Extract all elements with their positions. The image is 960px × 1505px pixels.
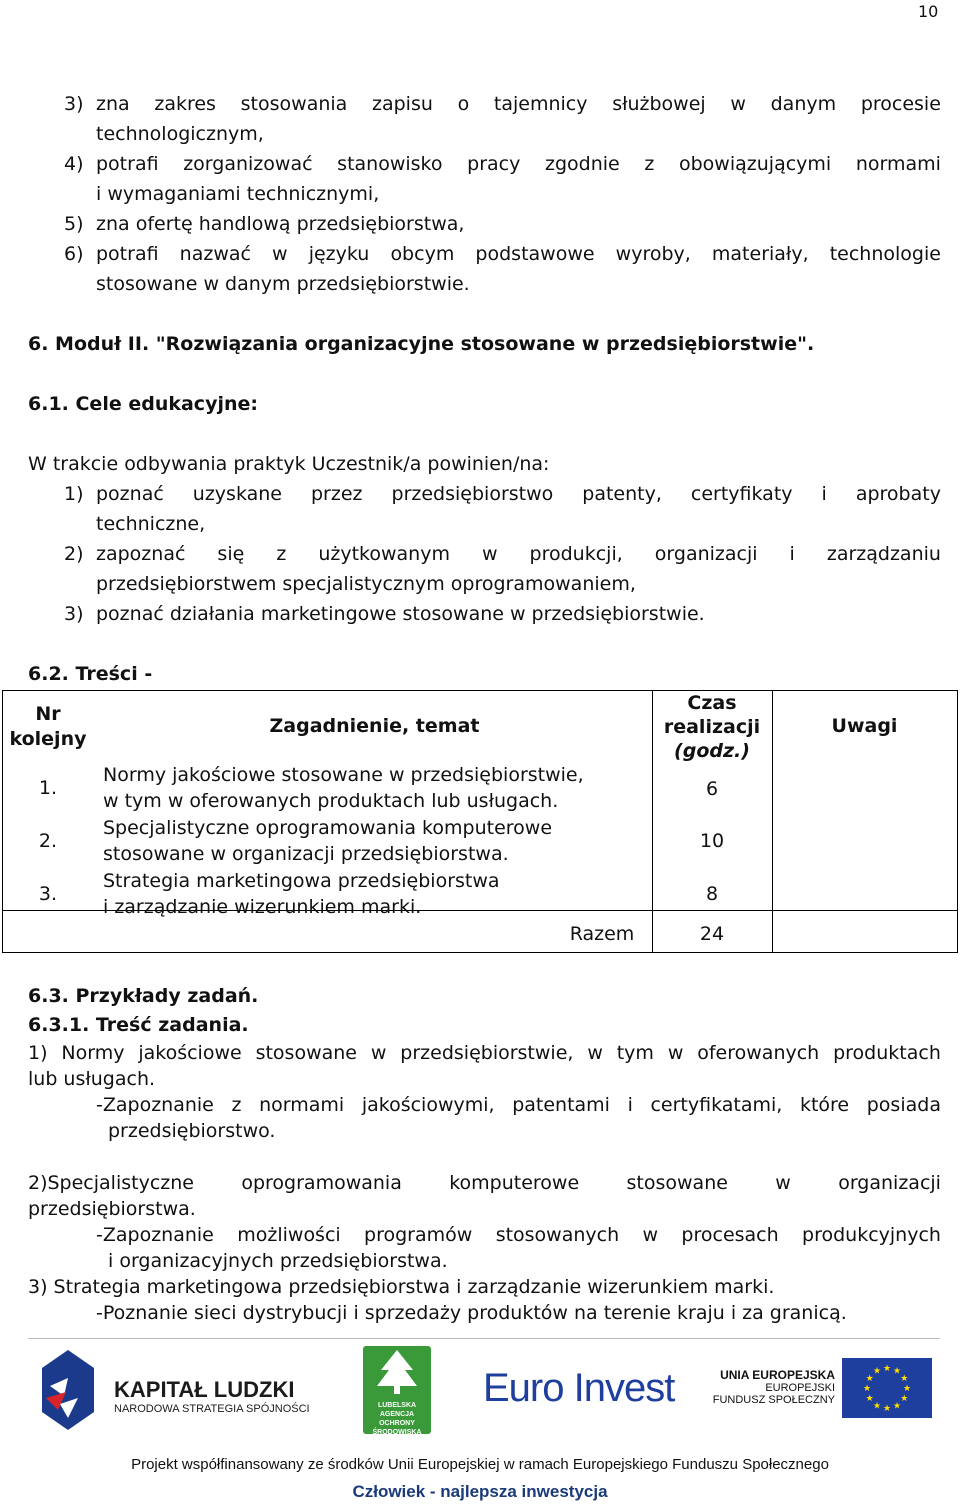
word: programów <box>364 1224 473 1246</box>
task-sub: -Poznanie sieci dystrybucji i sprzedaży produktów na terenie kraju i za granicą. <box>96 1302 847 1324</box>
eu-line: FUNDUSZ SPOŁECZNY <box>712 1394 835 1406</box>
word: 1) <box>28 1042 48 1064</box>
word: poznać <box>96 483 164 505</box>
word: stosowanych <box>495 1224 620 1246</box>
word: z <box>644 153 655 175</box>
word: posiada <box>866 1094 941 1116</box>
word: zorganizować <box>183 153 313 175</box>
table-border <box>957 690 958 953</box>
word: obowiązującymi <box>679 153 832 175</box>
word: w <box>730 93 746 115</box>
content-table <box>2 690 958 953</box>
task-title <box>28 1170 941 1196</box>
lubelska-text: LUBELSKA <box>377 1402 417 1409</box>
tree-icon <box>363 1346 431 1396</box>
list-line-cont: techniczne, <box>96 513 206 535</box>
word: oferowanych <box>697 1042 820 1064</box>
star-icon: ★ <box>900 1394 909 1404</box>
lubelska-text: AGENCJA <box>379 1411 415 1418</box>
star-icon: ★ <box>865 1374 874 1384</box>
word: potrafi <box>96 153 159 175</box>
word: zakres <box>154 93 216 115</box>
word: w <box>775 1172 791 1194</box>
word: produkcyjnych <box>802 1224 941 1246</box>
list-line-cont: przedsiębiorstwem specjalistycznym oprogramowaniem, <box>96 573 636 595</box>
word: normami <box>259 1094 345 1116</box>
word: użytkowanym <box>318 543 450 565</box>
star-icon: ★ <box>902 1384 912 1394</box>
word: zarządzaniu <box>826 543 941 565</box>
total-hours: 24 <box>699 923 725 945</box>
word: z <box>276 543 287 565</box>
word: jakościowe <box>138 1042 242 1064</box>
word: 2)Specjalistyczne <box>28 1172 194 1194</box>
list-num: 4) <box>64 153 84 175</box>
word: w <box>481 543 498 565</box>
word: oprogramowania <box>241 1172 402 1194</box>
word: produkcji, <box>529 543 623 565</box>
kl-title: KAPITAŁ LUDZKI <box>114 1377 295 1402</box>
word: podstawowe <box>475 243 595 265</box>
lubelska-text: ŚRODOWISKA <box>372 1429 422 1436</box>
word: procesach <box>681 1224 779 1246</box>
word: możliwości <box>237 1224 341 1246</box>
lubelska-agencja-logo <box>363 1346 431 1434</box>
word: aprobaty <box>855 483 941 505</box>
row-nr: 2. <box>38 830 58 852</box>
word: pracy <box>467 153 521 175</box>
star-icon: ★ <box>862 1384 872 1394</box>
eu-flag-icon <box>842 1358 932 1418</box>
word: -Zapoznanie <box>96 1224 214 1246</box>
kapital-ludzki-logo-icon <box>38 1348 98 1432</box>
table-border <box>2 690 958 691</box>
task-title: 3) Strategia marketingowa przedsiębiorstwa i zarządzanie wizerunkiem marki. <box>28 1276 775 1298</box>
word: obcym <box>390 243 455 265</box>
header-time-line: (godz.) <box>674 740 750 762</box>
list-line <box>96 149 941 179</box>
word: technologie <box>829 243 941 265</box>
word: w <box>587 1042 603 1064</box>
funding-note: Projekt współfinansowany ze środków Unii Europejskiej w ramach Europejskiego Funduszu Społecznego <box>131 1456 829 1473</box>
word: i <box>627 1094 633 1116</box>
row-topic <box>103 868 500 920</box>
word: tym <box>616 1042 654 1064</box>
header-notes: Uwagi <box>831 715 898 737</box>
row-nr: 1. <box>38 777 58 799</box>
list-line-cont: stosowane w danym przedsiębiorstwie. <box>96 273 470 295</box>
row-topic-line: Specjalistyczne oprogramowania komputerowe <box>103 817 553 839</box>
list-line <box>96 539 941 569</box>
task-heading: 6.3.1. Treść zadania. <box>28 1014 249 1036</box>
word: z <box>231 1094 242 1116</box>
word: języku <box>308 243 370 265</box>
eu-label <box>700 1368 835 1406</box>
word: przedsiębiorstwie, <box>400 1042 574 1064</box>
word: danym <box>770 93 837 115</box>
row-topic-line: i zarządzanie wizerunkiem marki. <box>103 896 422 918</box>
goals-heading: 6.1. Cele edukacyjne: <box>28 393 258 415</box>
row-nr: 3. <box>38 883 58 905</box>
word: stosowania <box>240 93 348 115</box>
star-icon: ★ <box>892 1401 902 1412</box>
slogan: Człowiek - najlepsza inwestycja <box>352 1482 608 1501</box>
list-num: 2) <box>64 543 84 565</box>
star-icon: ★ <box>892 1366 902 1377</box>
module-heading: 6. Moduł II. "Rozwiązania organizacyjne stosowane w przedsiębiorstwie". <box>28 333 815 355</box>
euroinvest-logo: Euro Invest <box>483 1366 675 1410</box>
header-nr: Nr kolejny <box>9 703 87 750</box>
word: i <box>821 483 827 505</box>
task-sub <box>96 1092 941 1118</box>
word: zapoznać <box>96 543 186 565</box>
page-number: 10 <box>918 2 939 21</box>
word: nazwać <box>179 243 251 265</box>
examples-heading: 6.3. Przykłady zadań. <box>28 985 259 1007</box>
row-topic <box>103 762 584 814</box>
list-num: 1) <box>64 483 84 505</box>
star-icon: ★ <box>900 1374 909 1384</box>
word: stosowane <box>626 1172 728 1194</box>
word: Normy <box>61 1042 125 1064</box>
row-topic-line: stosowane w organizacji przedsiębiorstwa. <box>103 843 509 865</box>
word: przez <box>311 483 363 505</box>
header-time-line: Czas <box>687 692 737 714</box>
eu-title: UNIA EUROPEJSKA <box>720 1368 835 1382</box>
word: normami <box>855 153 941 175</box>
word: -Zapoznanie <box>96 1094 214 1116</box>
star-icon: ★ <box>882 1404 892 1414</box>
header-time <box>652 691 772 763</box>
word: i <box>789 543 795 565</box>
row-topic <box>103 815 552 867</box>
list-line: zna ofertę handlową przedsiębiorstwa, <box>96 213 465 235</box>
word: certyfikatami, <box>650 1094 783 1116</box>
lubelska-text: OCHRONY <box>379 1420 415 1427</box>
word: przedsiębiorstwo <box>391 483 554 505</box>
list-line <box>96 89 941 119</box>
word: wyroby, <box>615 243 691 265</box>
header-time-line: realizacji <box>663 716 761 738</box>
task-sub-cont: i organizacyjnych przedsiębiorstwa. <box>108 1250 448 1272</box>
row-topic-line: Strategia marketingowa przedsiębiorstwa <box>103 870 500 892</box>
star-icon: ★ <box>882 1364 892 1374</box>
total-label: Razem <box>569 923 635 945</box>
word: potrafi <box>96 243 159 265</box>
list-line: poznać działania marketingowe stosowane w przedsiębiorstwie. <box>96 603 705 625</box>
word: w <box>642 1224 659 1246</box>
word: organizacji <box>838 1172 941 1194</box>
content-heading: 6.2. Treści - <box>28 663 153 685</box>
task-title <box>28 1040 941 1066</box>
star-icon: ★ <box>872 1366 882 1377</box>
eu-line: EUROPEJSKI <box>765 1382 835 1394</box>
word: patentami <box>512 1094 610 1116</box>
list-num: 3) <box>64 603 84 625</box>
word: zapisu <box>372 93 433 115</box>
word: patenty, <box>582 483 662 505</box>
list-num: 5) <box>64 213 84 235</box>
word: uzyskane <box>192 483 282 505</box>
task-title-cont: lub usługach. <box>28 1068 156 1090</box>
word: procesie <box>860 93 941 115</box>
word: stosowane <box>255 1042 357 1064</box>
goals-intro: W trakcie odbywania praktyk Uczestnik/a powinien/na: <box>28 453 550 475</box>
task-sub-cont: przedsiębiorstwo. <box>108 1120 276 1142</box>
word: służbowej <box>612 93 706 115</box>
word: zgodnie <box>545 153 620 175</box>
row-hours: 10 <box>699 830 725 852</box>
star-icon: ★ <box>865 1394 874 1404</box>
word: stanowisko <box>337 153 443 175</box>
row-hours: 6 <box>705 778 719 800</box>
row-hours: 8 <box>705 883 719 905</box>
word: które <box>799 1094 850 1116</box>
task-sub <box>96 1222 941 1248</box>
word: się <box>217 543 245 565</box>
star-icon: ★ <box>872 1401 882 1412</box>
list-line-cont: technologicznym, <box>96 123 264 145</box>
list-line <box>96 239 941 269</box>
list-line-cont: i wymaganiami technicznymi, <box>96 183 380 205</box>
list-line <box>96 479 941 509</box>
word: produktach <box>833 1042 941 1064</box>
table-border <box>2 952 958 953</box>
word: o <box>457 93 470 115</box>
row-topic-line: Normy jakościowe stosowane w przedsiębiorstwie, <box>103 764 584 786</box>
list-num: 3) <box>64 93 84 115</box>
list-num: 6) <box>64 243 84 265</box>
task-title-cont: przedsiębiorstwa. <box>28 1198 196 1220</box>
word: organizacji <box>654 543 758 565</box>
word: zna <box>96 93 130 115</box>
row-topic-line: w tym w oferowanych produktach lub usługach. <box>103 790 559 812</box>
header-topic: Zagadnienie, temat <box>269 715 480 737</box>
word: certyfikaty <box>690 483 793 505</box>
word: w <box>272 243 288 265</box>
footer-divider <box>28 1338 940 1339</box>
word: tajemnicy <box>493 93 588 115</box>
word: jakościowymi, <box>361 1094 495 1116</box>
table-border <box>2 690 3 953</box>
kl-subtitle: NARODOWA STRATEGIA SPÓJNOŚCI <box>114 1403 310 1415</box>
word: w <box>370 1042 387 1064</box>
word: w <box>667 1042 684 1064</box>
word: komputerowe <box>449 1172 580 1194</box>
word: materiały, <box>711 243 809 265</box>
